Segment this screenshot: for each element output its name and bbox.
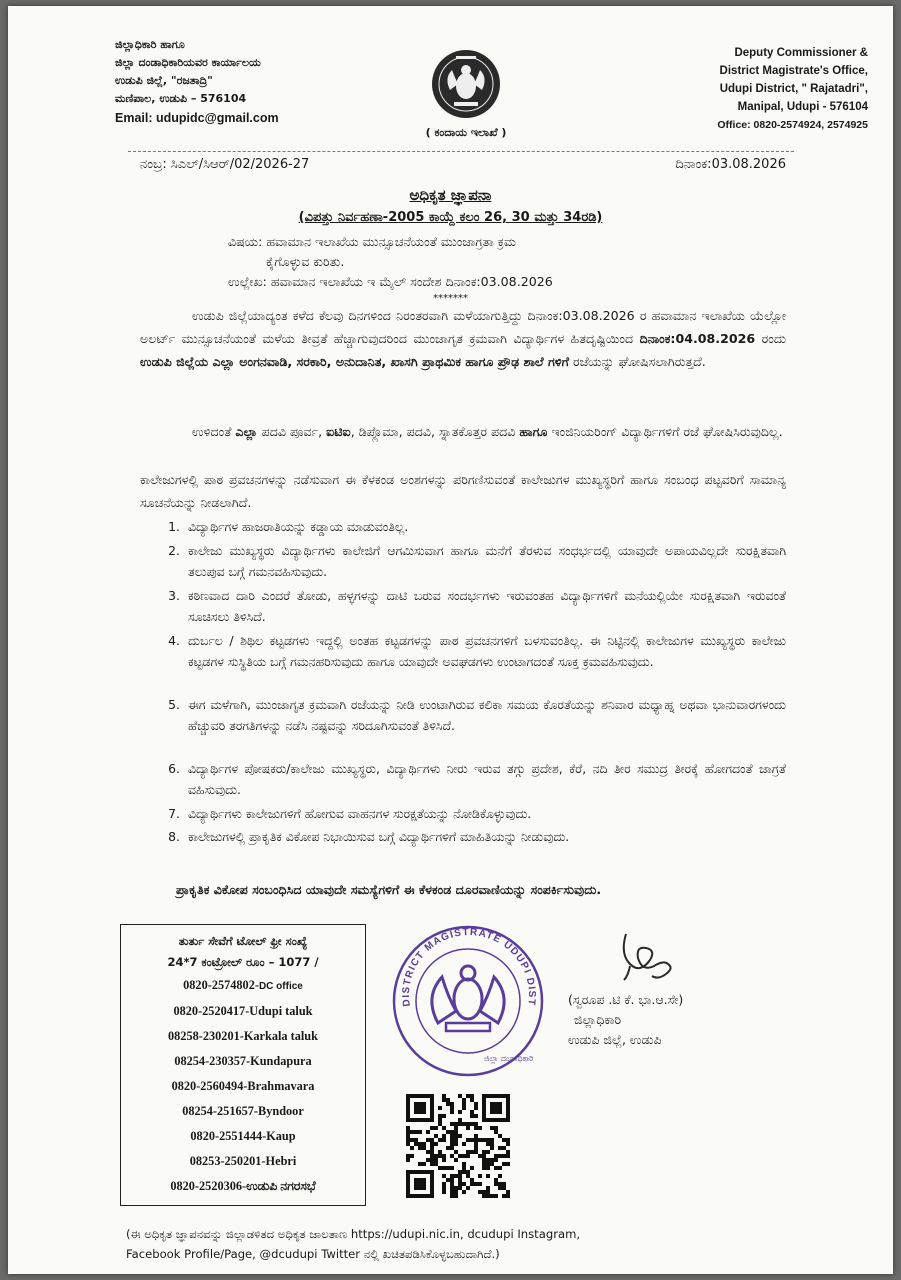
qr-code-icon [406, 1094, 510, 1198]
header-email: Email: udupidc@gmail.com [115, 111, 279, 125]
district-magistrate-seal [388, 911, 548, 1081]
para-text: , ಡಿಪ್ಲೊಮಾ, ಪದವಿ, ಸ್ನಾತಕೊತ್ತರ ಪದವಿ [350, 424, 520, 439]
para-bold: ಹಾಗೂ [519, 424, 548, 439]
item-number: 6. [168, 761, 180, 776]
svg-text:DISTRICT MAGISTRATE UDUPI DIST [388, 911, 537, 1007]
item-number: 7. [168, 806, 180, 821]
memo-page [8, 6, 893, 1274]
dc-office-number: 0820-2574802- [183, 978, 259, 992]
header-right-line: District Magistrate's Office, [719, 65, 868, 77]
signatory-name: (ಸ್ವರೂಪ .ಟಿ ಕೆ. ಭಾ.ಆ.ಸೇ) [568, 992, 684, 1007]
helpline-title: ತುರ್ತು ಸೇವೆಗೆ ಟೋಲ್ ಫ್ರೀ ಸಂಖ್ಯೆ [178, 934, 308, 948]
helpline-number: 08258-230201-Karkala taluk [168, 1029, 318, 1043]
helpline-number: 08254-230357-Kundapura [174, 1054, 312, 1068]
para-text: ಉಳಿದಂತೆ [192, 424, 236, 439]
karnataka-emblem [416, 46, 516, 126]
item-number: 8. [168, 829, 180, 844]
helpline-number: 0820-2520417-Udupi taluk [173, 1004, 313, 1018]
seal-bottom-text: ಜಿಲ್ಲಾ ದಂಡಾಧಿಕಾರಿ [484, 1054, 534, 1063]
emblem-icon [416, 46, 516, 126]
emblem-caption: ( ಕಂದಾಯ ಇಲಾಖೆ ) [425, 126, 507, 139]
signatory-designation: ಜಿಲ್ಲಾಧಿಕಾರಿ [574, 1012, 622, 1027]
signatory-district: ಉಡುಪಿ ಜಿಲ್ಲೆ, ಉಡುಪಿ [568, 1032, 662, 1047]
separator-stars: ******* [433, 293, 468, 304]
header-divider [128, 151, 794, 152]
para-text: ಉಡುಪಿ ಜಿಲ್ಲೆಯಾದ್ಯಂತ ಕಳೆದ ಕೆಲವು ದಿನಗಳಿಂದ ನಿರಂತರವಾಗಿ ಮಳೆಯಾಗುತ್ತಿದ್ದು ದಿನಾಂಕ:03.08.2026 ರ ಹವಾಮಾನ ಇಲಾಖೆಯ ಯೆಲ್ಲೋ ಅಲರ್ಟ್ ಮುನ್ಸೂಚನೆಯಂತೆ ಮಳೆಯ ತೀವ್ರತೆ ಹೆಚ್ಚಾಗುವುದರಿಂದ ಮುಂಜಾಗೃತ ಕ್ರಮವಾಗಿ ವಿದ್ಯಾರ್ಥಿಗಳ ಹಿತದೃಷ್ಟಿಯಿಂದ [140, 308, 786, 346]
dc-office-line [121, 973, 365, 999]
para-text: ಕಾಲೇಜುಗಳಲ್ಲಿ ಪಾಠ ಪ್ರವಚನಗಳನ್ನು ನಡೆಸುವಾಗ ಈ ಕೆಳಕಂಡ ಅಂಶಗಳನ್ನು ಪರಿಗಣಿಸುವಂತೆ ಕಾಲೇಜುಗಳ ಮುಖ್ಯಸ್ಥರಿಗೆ ಹಾಗೂ ಸಂಬಂಧ ಪಟ್ಟವರಿಗೆ ಸಾಮಾನ್ಯ ಸೂಚನೆಯನ್ನು ನೀಡಲಾಗಿದೆ. [140, 472, 786, 510]
list-item: ಕಾಲೇಜುಗಳಲ್ಲಿ ಪ್ರಾಕೃತಿಕ ವಿಕೋಪ ನಿಭಾಯಿಸುವ ಬಗ್ಗೆ ವಿದ್ಯಾರ್ಥಿಗಳಿಗೆ ಮಾಹಿತಿಯನ್ನು ನೀಡುವುದು. [188, 829, 570, 844]
paragraph-no-holiday [140, 420, 786, 443]
memo-date: ದಿನಾಂಕ:03.08.2026 [675, 157, 786, 172]
seal-icon [388, 911, 548, 1081]
item-number: 5. [168, 697, 180, 712]
subject-line: ವಿಷಯ: ಹವಾಮಾನ ಇಲಾಖೆಯ ಮುನ್ಸೂಚನೆಯಂತೆ ಮುಂಜಾಗ್ರತಾ ಕ್ರಮ [228, 234, 516, 249]
reference-number: ನಂಬ್ರ: ಸಿಎಲ್/ಸಿಆರ್/02/2026-27 [140, 157, 310, 172]
helpline-number: 08254-251657-Byndoor [182, 1104, 304, 1118]
paragraph-instructions [140, 468, 786, 514]
list-item: ಕಠಿಣವಾದ ದಾರಿ ಎಂದರೆ ತೋಡು, ಹಳ್ಳಗಳನ್ನು ದಾಟಿ ಬರುವ ಸಂದರ್ಭಗಳು ಇರುವಂತಹ ವಿದ್ಯಾರ್ಥಿಗಳಿಗೆ ಮನೆಯಲ್ಲಿಯೇ ಸುರಕ್ಷಿತವಾಗಿ ಇರುವಂತೆ ಸೂಚಿಸಲು ತಿಳಿಸಿದೆ. [188, 588, 786, 624]
footer-note [126, 1224, 826, 1264]
header-right-line: Udupi District, " Rajatadri", [719, 83, 868, 95]
header-left-line: ಮಣಿಪಾಲ, ಉಡುಪಿ – 576104 [115, 92, 247, 105]
header-left-line: ಉಡುಪಿ ಜಿಲ್ಲೆ, "ರಜತಾದ್ರಿ" [115, 74, 213, 87]
signature-icon [608, 926, 698, 986]
dc-office-label: DC office [258, 981, 303, 992]
office-phone: Office: 0820-2574924, 2574925 [717, 119, 868, 131]
footer-line: (ಈ ಅಧಿಕೃತ ಜ್ಞಾಪನವನ್ನು ಜಿಲ್ಲಾಡಳಿತದ ಅಧಿಕೃತ ಜಾಲತಾಣ https://udupi.nic.in, dcudupi Instagram, [126, 1227, 581, 1241]
header-left-kannada [115, 36, 355, 128]
paragraph-holiday [140, 304, 786, 373]
para-bold: ಐಟಿಐ [326, 424, 351, 439]
qr-code[interactable] [406, 1094, 510, 1198]
helpline-number: 0820-2560494-Brahmavara [171, 1079, 315, 1093]
control-room: 24*7 ಕಂಟ್ರೋಲ್ ರೂಂ – 1077 / [167, 955, 319, 969]
header-left-line: ಜಿಲ್ಲಾ ದಂಡಾಧಿಕಾರಿಯವರ ಕಾರ್ಯಾಲಯ [115, 56, 261, 69]
seal-ring-text: DISTRICT MAGISTRATE UDUPI DIST [400, 926, 538, 1008]
para-text: ರಜೆಯನ್ನು ಘೋಷಿಸಲಾಗಿರುತ್ತದೆ. [568, 354, 706, 369]
para-text: ಪದವಿ ಪೂರ್ವ, [257, 424, 327, 439]
list-item: ಕಾಲೇಜು ಮುಖ್ಯಸ್ಥರು ವಿದ್ಯಾರ್ಥಿಗಳು ಕಾಲೇಜಿಗೆ ಆಗಮಿಸುವಾಗ ಹಾಗೂ ಮನೆಗೆ ತೆರಳುವ ಸಂಧರ್ಭದಲ್ಲಿ ಯಾವುದೇ ಅಪಾಯವಿಲ್ಲದೇ ಸುರಕ್ಷಿತವಾಗಿ ತಲುಪುವ ಬಗ್ಗೆ ಗಮನವಹಿಸುವುದು. [188, 543, 786, 579]
helpline-number: 08253-250201-Hebri [189, 1154, 297, 1168]
footer-line: Facebook Profile/Page, @dcudupi Twitter ನಲ್ಲಿ ಖಚಿತಪಡಿಸಿಕೊಳ್ಳಬಹುದಾಗಿದೆ.) [126, 1247, 500, 1261]
list-item: ವಿದ್ಯಾರ್ಥಿಗಳು ಕಾಲೇಜುಗಳಿಗೆ ಹೋಗುವ ವಾಹನಗಳ ಸುರಕ್ಷತೆಯನ್ನು ನೋಡಿಕೊಳ್ಳುವುದು. [188, 806, 532, 821]
para-text: ಇಂಜಿನಿಯರಿಂಗ್ ವಿದ್ಯಾರ್ಥಿಗಳಿಗೆ ರಜೆ ಘೋಷಿಸಿರುವುದಿಲ್ಲ. [547, 424, 783, 439]
institutions-list: ಉಡುಪಿ ಜಿಲ್ಲೆಯ ಎಲ್ಲಾ ಅಂಗನವಾಡಿ, ಸರಕಾರಿ, ಅನುದಾನಿತ, ಖಾಸಗಿ ಪ್ರಾಥಮಿಕ ಹಾಗೂ ಪ್ರೌಢ ಶಾಲೆ ಗಳಿಗೆ [140, 354, 569, 369]
signature [608, 926, 698, 986]
closing-instruction: ಪ್ರಾಕೃತಿಕ ವಿಕೋಪ ಸಂಬಂಧಿಸಿದ ಯಾವುದೇ ಸಮಸ್ಯೆಗಳಿಗೆ ಈ ಕೆಳಕಂಡ ದೂರವಾಣಿಯನ್ನು ಸಂಪರ್ಕಿಸುವುದು. [176, 882, 602, 897]
reference-line: ಉಲ್ಲೇಖ: ಹವಾಮಾನ ಇಲಾಖೆಯ ಇ ಮೈಲ್ ಸಂದೇಶ ದಿನಾಂಕ:03.08.2026 [228, 274, 553, 289]
para-bold: ಎಲ್ಲಾ [235, 424, 258, 439]
memo-subtitle: (ವಿಪತ್ತು ನಿರ್ವಹಣಾ-2005 ಕಾಯ್ದೆ ಕಲಂ 26, 30 ಮತ್ತು 34ರಡಿ) [298, 210, 603, 225]
item-number: 2. [168, 543, 180, 558]
helpline-box [120, 924, 366, 1206]
item-number: 1. [168, 519, 180, 534]
list-item: ದುರ್ಬಲ / ಶಿಥಿಲ ಕಟ್ಟಡಗಳು ಇದ್ದಲ್ಲಿ ಅಂತಹ ಕಟ್ಟಡಗಳನ್ನು ಪಾಠ ಪ್ರವಚನಗಳಿಗೆ ಬಳಸುವಂತಿಲ್ಲ. ಈ ನಿಟ್ಟಿನಲ್ಲಿ ಕಾಲೇಜುಗಳ ಮುಖ್ಯಸ್ಥರು ಕಾಲೇಜು ಕಟ್ಟಡಗಳ ಸುಸ್ಥಿತಿಯ ಬಗ್ಗೆ ಗಮನಹರಿಸುವುದು ಹಾಗೂ ಯಾವುದೇ ಅವಘಡಗಳು ಉಂಟಾಗದಂತೆ ಸೂಕ್ತ ಕ್ರಮವಹಿಸುವುದು. [188, 633, 786, 669]
header-left-line: ಜಿಲ್ಲಾಧಿಕಾರಿ ಹಾಗೂ [115, 38, 185, 51]
list-item: ಈಗ ಮಳೆಗಾಗಿ, ಮುಂಜಾಗೃತ ಕ್ರಮವಾಗಿ ರಜೆಯನ್ನು ನೀಡಿ ಉಂಟಾಗಿರುವ ಕಲಿಕಾ ಸಮಯ ಕೊರತೆಯನ್ನು ಶನಿವಾರ ಮಧ್ಯಾಹ್ನ ಅಥವಾ ಭಾನುವಾರಗಳಂದು ಹೆಚ್ಚುವರಿ ತರಗತಿಗಳನ್ನು ನಡೆಸಿ ನಷ್ಟವನ್ನು ಸರಿದೂಗಿಸುವಂತೆ ತಿಳಿಸಿದೆ. [188, 697, 786, 733]
list-item: ವಿದ್ಯಾರ್ಥಿಗಳ ಪೋಷಕರು/ಕಾಲೇಜು ಮುಖ್ಯಸ್ಥರು, ವಿದ್ಯಾರ್ಥಿಗಳು ನೀರು ಇರುವ ತಗ್ಗು ಪ್ರದೇಶ, ಕೆರೆ, ನದಿ ತೀರ ಸಮುದ್ರ ತೀರಕ್ಕೆ ಹೋಗದಂತೆ ಜಾಗ್ರತೆ ವಹಿಸುವುದು. [188, 761, 786, 797]
header-right-line: Manipal, Udupi - 576104 [737, 101, 868, 113]
helpline-number: 0820-2520306-ಉಡುಪಿ ನಗರಸಭೆ [170, 1179, 316, 1193]
list-item: ವಿದ್ಯಾರ್ಥಿಗಳ ಹಾಜರಾತಿಯನ್ನು ಕಡ್ಡಾಯ ಮಾಡುವಂತಿಲ್ಲ. [188, 519, 409, 534]
header-right-english [568, 44, 868, 134]
subject-line-2: ಕೈಗೊಳ್ಳುವ ಕುರಿತು. [266, 254, 345, 269]
item-number: 3. [168, 588, 180, 603]
memo-title: ಅಧಿಕೃತ ಜ್ಞಾಪನಾ [409, 186, 492, 204]
holiday-date: ದಿನಾಂಕ:04.08.2026 [639, 331, 756, 346]
header-right-line: Deputy Commissioner & [734, 47, 868, 59]
helpline-number: 0820-2551444-Kaup [190, 1129, 296, 1143]
item-number: 4. [168, 633, 180, 648]
para-text: ರಂದು [755, 331, 786, 346]
